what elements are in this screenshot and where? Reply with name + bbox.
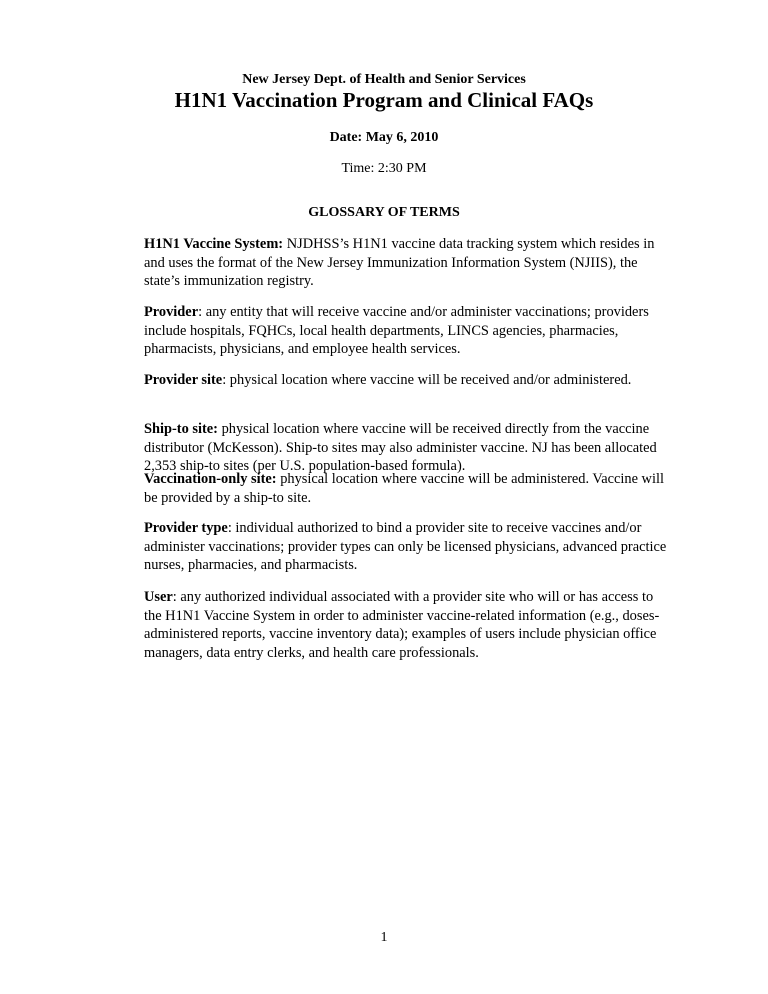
glossary-term: Vaccination-only site:	[144, 471, 277, 487]
glossary-definition: : physical location where vaccine will be received and/or administered.	[222, 372, 632, 388]
glossary-entry-h1n1-vaccine-system	[144, 235, 674, 291]
glossary-term: H1N1 Vaccine System:	[144, 236, 284, 252]
document-time: Time: 2:30 PM	[341, 161, 427, 176]
section-heading: GLOSSARY OF TERMS	[308, 205, 460, 220]
glossary-term: Provider site	[144, 372, 223, 388]
page-number: 1	[380, 930, 388, 945]
glossary-term: Ship-to site:	[144, 421, 218, 437]
glossary-definition: physical location where vaccine will be administered. Vaccine will be provided by a ship-to site.	[144, 471, 664, 506]
glossary-definition: : any authorized individual associated with a provider site who will or has access to the H1N1 Vaccine System in order to administer vaccine-related information (e.g., doses-administered reports, vaccine inventory data); examples of users include physician office managers, data entry clerks, and health care professionals.	[144, 589, 660, 661]
glossary-term: Provider	[144, 304, 199, 320]
glossary-definition: physical location where vaccine will be received directly from the vaccine distributor (McKesson). Ship-to sites may also administer vaccine. NJ has been allocated 2,353 ship-to sites (per U.S. population-based formula).	[144, 421, 657, 475]
glossary-entry-provider-type	[144, 519, 674, 575]
glossary-entry-provider	[144, 303, 674, 359]
glossary-definition: : any entity that will receive vaccine and/or administer vaccinations; providers include hospitals, FQHCs, local health departments, LINCS agencies, pharmacies, pharmacists, physicians, and employee health services.	[144, 304, 649, 358]
glossary-definition: NJDHSS’s H1N1 vaccine data tracking system which resides in and uses the format of the New Jersey Immunization Information System (NJIIS), the state’s immunization registry.	[144, 236, 655, 290]
glossary-entry-provider-site	[144, 371, 674, 390]
glossary-entry-vaccination-only-site	[144, 470, 674, 507]
glossary-definition: : individual authorized to bind a provider site to receive vaccines and/or administer vaccinations; provider types can only be licensed physicians, advanced practice nurses, pharmacies, and pharmacists.	[144, 520, 667, 574]
document-date: Date: May 6, 2010	[329, 130, 439, 145]
glossary-entry-user	[144, 588, 674, 662]
glossary-term: Provider type	[144, 520, 228, 536]
glossary-term: User	[144, 589, 173, 605]
department-name: New Jersey Dept. of Health and Senior Services	[242, 72, 526, 87]
glossary-entry-ship-to-site	[144, 420, 674, 476]
document-title: H1N1 Vaccination Program and Clinical FAQs	[174, 88, 594, 112]
